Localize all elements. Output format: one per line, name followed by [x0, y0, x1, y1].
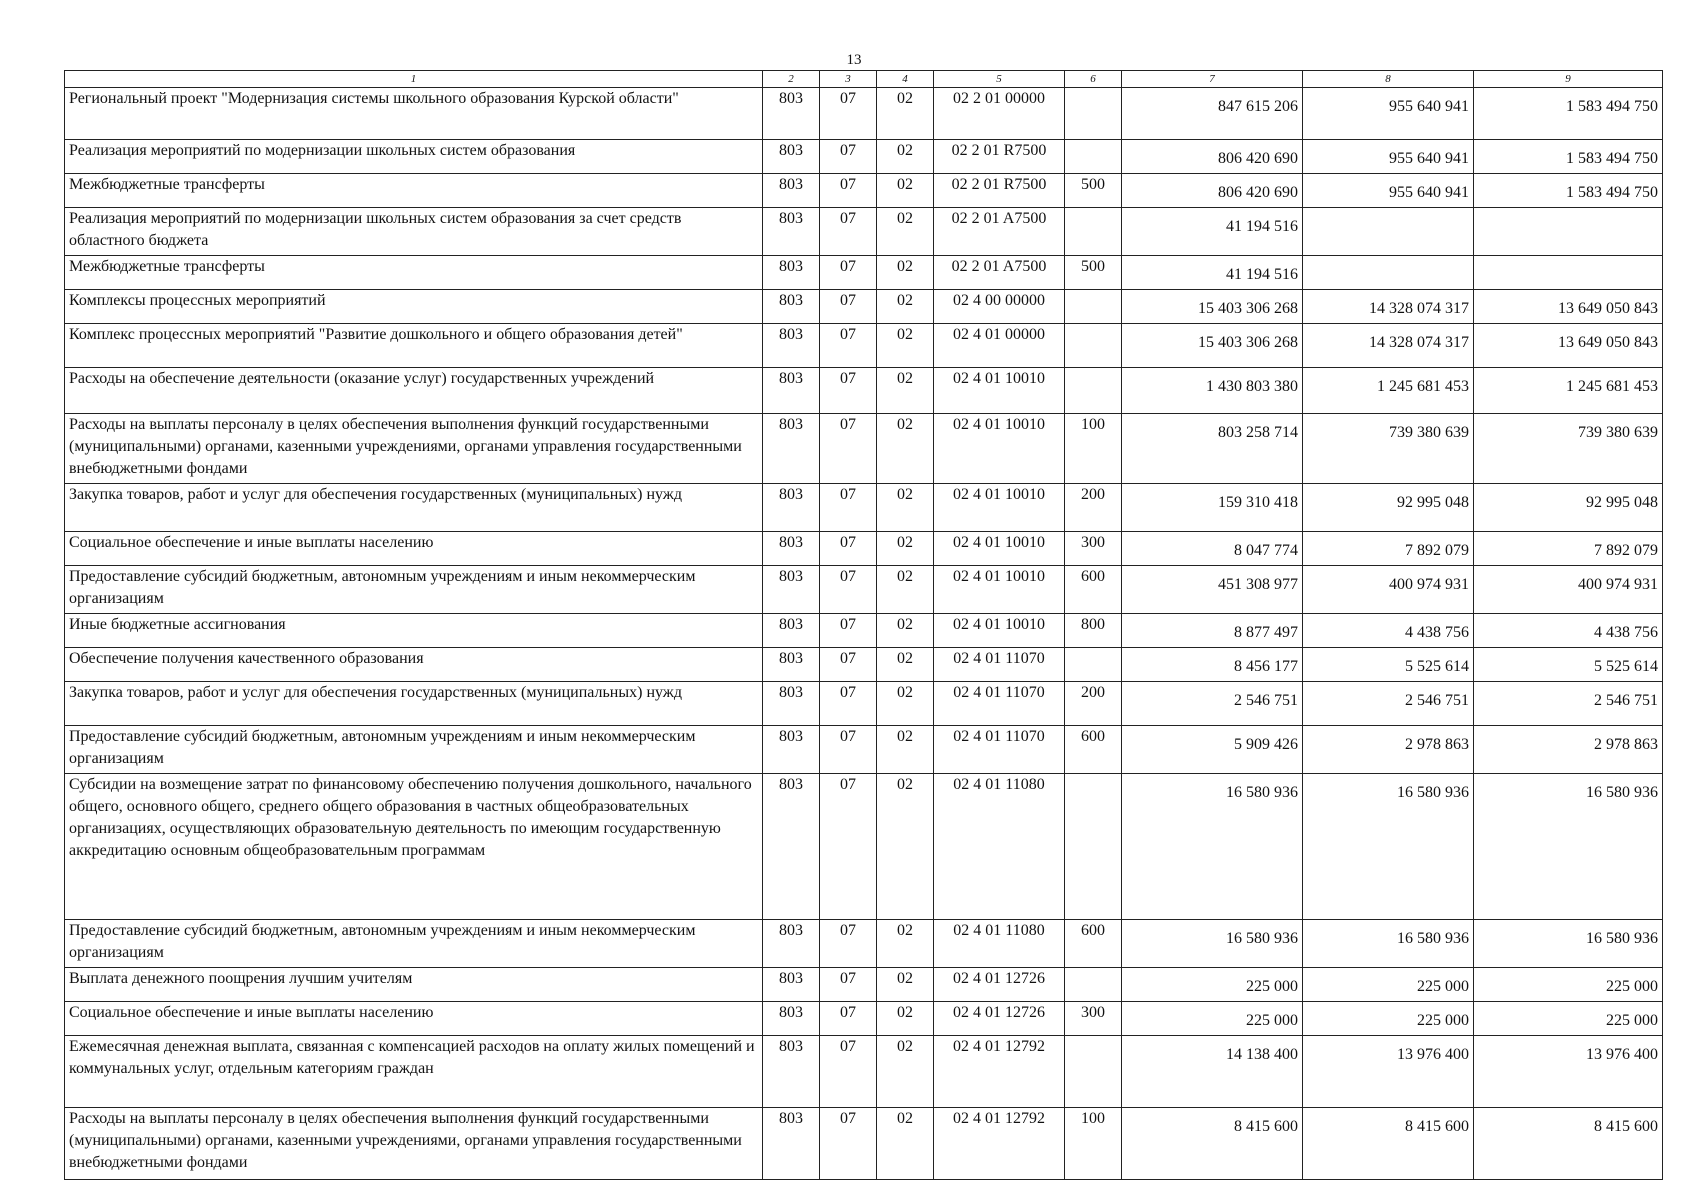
section-code-cell: 07 [820, 324, 877, 368]
target-article-cell: 02 4 01 00000 [934, 324, 1065, 368]
table-row [65, 140, 1663, 174]
expense-type-cell: 300 [1065, 532, 1122, 566]
amount-col9-cell: 13 649 050 843 [1474, 324, 1663, 368]
header-cell: 8 [1303, 71, 1474, 88]
subsection-code-cell: 02 [877, 1108, 934, 1180]
subsection-code-cell: 02 [877, 968, 934, 1002]
target-article-cell: 02 4 01 11080 [934, 920, 1065, 968]
expense-type-cell [1065, 968, 1122, 1002]
expense-type-cell: 200 [1065, 682, 1122, 726]
target-article-cell: 02 4 01 10010 [934, 414, 1065, 484]
subsection-code-cell: 02 [877, 532, 934, 566]
expense-type-cell: 200 [1065, 484, 1122, 532]
grbs-code-cell: 803 [763, 1108, 820, 1180]
amount-col7-cell: 225 000 [1122, 968, 1303, 1002]
subsection-code-cell: 02 [877, 414, 934, 484]
header-cell: 2 [763, 71, 820, 88]
section-code-cell: 07 [820, 88, 877, 140]
subsection-code-cell: 02 [877, 88, 934, 140]
section-code-cell: 07 [820, 174, 877, 208]
grbs-code-cell: 803 [763, 1036, 820, 1108]
column-number-header [65, 71, 1663, 88]
table-row [65, 726, 1663, 774]
expense-type-cell [1065, 1036, 1122, 1108]
target-article-cell: 02 4 01 10010 [934, 368, 1065, 414]
header-cell: 9 [1474, 71, 1663, 88]
subsection-code-cell: 02 [877, 774, 934, 920]
table-row [65, 290, 1663, 324]
subsection-code-cell: 02 [877, 368, 934, 414]
amount-col7-cell: 8 877 497 [1122, 614, 1303, 648]
expense-type-cell: 600 [1065, 566, 1122, 614]
target-article-cell: 02 4 01 12726 [934, 1002, 1065, 1036]
row-name-cell: Выплата денежного поощрения лучшим учителям [65, 968, 763, 1002]
amount-col7-cell: 8 415 600 [1122, 1108, 1303, 1180]
grbs-code-cell: 803 [763, 88, 820, 140]
amount-col7-cell: 16 580 936 [1122, 920, 1303, 968]
row-name-cell: Предоставление субсидий бюджетным, автономным учреждениям и иным некоммерческим организациям [65, 726, 763, 774]
section-code-cell: 07 [820, 726, 877, 774]
subsection-code-cell: 02 [877, 1002, 934, 1036]
target-article-cell: 02 4 01 12792 [934, 1108, 1065, 1180]
amount-col7-cell: 15 403 306 268 [1122, 324, 1303, 368]
header-cell: 6 [1065, 71, 1122, 88]
grbs-code-cell: 803 [763, 566, 820, 614]
target-article-cell: 02 4 01 11070 [934, 726, 1065, 774]
target-article-cell: 02 4 01 12726 [934, 968, 1065, 1002]
table-row [65, 566, 1663, 614]
amount-col9-cell: 92 995 048 [1474, 484, 1663, 532]
target-article-cell: 02 2 01 A7500 [934, 208, 1065, 256]
expense-type-cell [1065, 88, 1122, 140]
row-name-cell: Закупка товаров, работ и услуг для обеспечения государственных (муниципальных) нужд [65, 484, 763, 532]
amount-col7-cell: 2 546 751 [1122, 682, 1303, 726]
section-code-cell: 07 [820, 1108, 877, 1180]
target-article-cell: 02 4 01 10010 [934, 532, 1065, 566]
amount-col8-cell: 13 976 400 [1303, 1036, 1474, 1108]
row-name-cell: Иные бюджетные ассигнования [65, 614, 763, 648]
grbs-code-cell: 803 [763, 726, 820, 774]
subsection-code-cell: 02 [877, 290, 934, 324]
amount-col8-cell: 225 000 [1303, 1002, 1474, 1036]
amount-col8-cell [1303, 208, 1474, 256]
amount-col9-cell: 739 380 639 [1474, 414, 1663, 484]
section-code-cell: 07 [820, 774, 877, 920]
header-cell: 7 [1122, 71, 1303, 88]
amount-col9-cell: 1 583 494 750 [1474, 140, 1663, 174]
amount-col8-cell: 4 438 756 [1303, 614, 1474, 648]
amount-col7-cell: 806 420 690 [1122, 140, 1303, 174]
subsection-code-cell: 02 [877, 256, 934, 290]
row-name-cell: Расходы на выплаты персоналу в целях обеспечения выполнения функций государственными (муниципальными) органами, казенными учреждениями, органами управления государственными внебюджетными фондами [65, 1108, 763, 1180]
amount-col8-cell: 2 546 751 [1303, 682, 1474, 726]
grbs-code-cell: 803 [763, 532, 820, 566]
row-name-cell: Предоставление субсидий бюджетным, автономным учреждениям и иным некоммерческим организациям [65, 920, 763, 968]
expense-type-cell: 600 [1065, 726, 1122, 774]
target-article-cell: 02 4 01 10010 [934, 614, 1065, 648]
amount-col8-cell: 955 640 941 [1303, 174, 1474, 208]
amount-col9-cell: 8 415 600 [1474, 1108, 1663, 1180]
amount-col9-cell [1474, 208, 1663, 256]
section-code-cell: 07 [820, 368, 877, 414]
amount-col7-cell: 41 194 516 [1122, 256, 1303, 290]
section-code-cell: 07 [820, 648, 877, 682]
subsection-code-cell: 02 [877, 1036, 934, 1108]
grbs-code-cell: 803 [763, 1002, 820, 1036]
target-article-cell: 02 4 01 11070 [934, 682, 1065, 726]
amount-col7-cell: 451 308 977 [1122, 566, 1303, 614]
amount-col7-cell: 41 194 516 [1122, 208, 1303, 256]
expense-type-cell [1065, 648, 1122, 682]
target-article-cell: 02 4 01 11070 [934, 648, 1065, 682]
amount-col8-cell: 955 640 941 [1303, 88, 1474, 140]
expense-type-cell [1065, 324, 1122, 368]
section-code-cell: 07 [820, 208, 877, 256]
grbs-code-cell: 803 [763, 174, 820, 208]
amount-col8-cell: 16 580 936 [1303, 920, 1474, 968]
expense-type-cell [1065, 208, 1122, 256]
row-name-cell: Межбюджетные трансферты [65, 256, 763, 290]
expense-type-cell [1065, 140, 1122, 174]
table-row [65, 174, 1663, 208]
amount-col7-cell: 806 420 690 [1122, 174, 1303, 208]
table-row [65, 414, 1663, 484]
target-article-cell: 02 4 00 00000 [934, 290, 1065, 324]
table-row [65, 682, 1663, 726]
amount-col7-cell: 803 258 714 [1122, 414, 1303, 484]
amount-col9-cell: 7 892 079 [1474, 532, 1663, 566]
amount-col8-cell: 955 640 941 [1303, 140, 1474, 174]
subsection-code-cell: 02 [877, 566, 934, 614]
amount-col8-cell: 14 328 074 317 [1303, 324, 1474, 368]
amount-col7-cell: 225 000 [1122, 1002, 1303, 1036]
table-row [65, 1108, 1663, 1180]
grbs-code-cell: 803 [763, 774, 820, 920]
grbs-code-cell: 803 [763, 682, 820, 726]
expense-type-cell: 500 [1065, 256, 1122, 290]
expense-type-cell [1065, 368, 1122, 414]
grbs-code-cell: 803 [763, 920, 820, 968]
amount-col7-cell: 1 430 803 380 [1122, 368, 1303, 414]
amount-col9-cell: 400 974 931 [1474, 566, 1663, 614]
row-name-cell: Ежемесячная денежная выплата, связанная с компенсацией расходов на оплату жилых помещений и коммунальных услуг, отдельным категориям граждан [65, 1036, 763, 1108]
amount-col9-cell [1474, 256, 1663, 290]
grbs-code-cell: 803 [763, 256, 820, 290]
target-article-cell: 02 2 01 R7500 [934, 174, 1065, 208]
table-row [65, 1036, 1663, 1108]
amount-col7-cell: 847 615 206 [1122, 88, 1303, 140]
amount-col8-cell: 5 525 614 [1303, 648, 1474, 682]
budget-table [64, 70, 1663, 1180]
grbs-code-cell: 803 [763, 290, 820, 324]
expense-type-cell: 300 [1065, 1002, 1122, 1036]
section-code-cell: 07 [820, 682, 877, 726]
row-name-cell: Социальное обеспечение и иные выплаты населению [65, 532, 763, 566]
subsection-code-cell: 02 [877, 648, 934, 682]
expense-type-cell: 100 [1065, 1108, 1122, 1180]
target-article-cell: 02 2 01 00000 [934, 88, 1065, 140]
amount-col8-cell: 225 000 [1303, 968, 1474, 1002]
amount-col8-cell: 16 580 936 [1303, 774, 1474, 920]
target-article-cell: 02 2 01 R7500 [934, 140, 1065, 174]
subsection-code-cell: 02 [877, 174, 934, 208]
amount-col8-cell: 7 892 079 [1303, 532, 1474, 566]
row-name-cell: Обеспечение получения качественного образования [65, 648, 763, 682]
section-code-cell: 07 [820, 920, 877, 968]
table-row [65, 774, 1663, 920]
table-row [65, 208, 1663, 256]
amount-col8-cell: 1 245 681 453 [1303, 368, 1474, 414]
row-name-cell: Субсидии на возмещение затрат по финансовому обеспечению получения дошкольного, начального общего, основного общего, среднего общего образования в частных общеобразовательных организациях, осуществляющих образовательную деятельность по имеющим государственную аккредитацию основным общеобразовательным программам [65, 774, 763, 920]
target-article-cell: 02 4 01 12792 [934, 1036, 1065, 1108]
table-row [65, 1002, 1663, 1036]
target-article-cell: 02 4 01 10010 [934, 566, 1065, 614]
grbs-code-cell: 803 [763, 614, 820, 648]
subsection-code-cell: 02 [877, 726, 934, 774]
row-name-cell: Предоставление субсидий бюджетным, автономным учреждениям и иным некоммерческим организациям [65, 566, 763, 614]
target-article-cell: 02 4 01 10010 [934, 484, 1065, 532]
amount-col8-cell: 92 995 048 [1303, 484, 1474, 532]
header-cell: 4 [877, 71, 934, 88]
table-row [65, 256, 1663, 290]
section-code-cell: 07 [820, 1036, 877, 1108]
section-code-cell: 07 [820, 414, 877, 484]
table-row [65, 88, 1663, 140]
subsection-code-cell: 02 [877, 682, 934, 726]
amount-col7-cell: 5 909 426 [1122, 726, 1303, 774]
grbs-code-cell: 803 [763, 368, 820, 414]
subsection-code-cell: 02 [877, 208, 934, 256]
subsection-code-cell: 02 [877, 484, 934, 532]
grbs-code-cell: 803 [763, 414, 820, 484]
amount-col9-cell: 13 976 400 [1474, 1036, 1663, 1108]
expense-type-cell: 600 [1065, 920, 1122, 968]
amount-col9-cell: 2 546 751 [1474, 682, 1663, 726]
expense-type-cell [1065, 774, 1122, 920]
grbs-code-cell: 803 [763, 140, 820, 174]
subsection-code-cell: 02 [877, 324, 934, 368]
subsection-code-cell: 02 [877, 920, 934, 968]
table-row [65, 614, 1663, 648]
subsection-code-cell: 02 [877, 140, 934, 174]
amount-col9-cell: 225 000 [1474, 968, 1663, 1002]
section-code-cell: 07 [820, 1002, 877, 1036]
target-article-cell: 02 4 01 11080 [934, 774, 1065, 920]
section-code-cell: 07 [820, 484, 877, 532]
subsection-code-cell: 02 [877, 614, 934, 648]
grbs-code-cell: 803 [763, 324, 820, 368]
expense-type-cell: 100 [1065, 414, 1122, 484]
amount-col8-cell: 2 978 863 [1303, 726, 1474, 774]
amount-col9-cell: 13 649 050 843 [1474, 290, 1663, 324]
target-article-cell: 02 2 01 A7500 [934, 256, 1065, 290]
amount-col7-cell: 15 403 306 268 [1122, 290, 1303, 324]
page-number: 13 [846, 52, 862, 68]
row-name-cell: Социальное обеспечение и иные выплаты населению [65, 1002, 763, 1036]
amount-col7-cell: 8 047 774 [1122, 532, 1303, 566]
section-code-cell: 07 [820, 290, 877, 324]
grbs-code-cell: 803 [763, 208, 820, 256]
row-name-cell: Закупка товаров, работ и услуг для обеспечения государственных (муниципальных) нужд [65, 682, 763, 726]
amount-col8-cell: 14 328 074 317 [1303, 290, 1474, 324]
amount-col8-cell: 400 974 931 [1303, 566, 1474, 614]
amount-col7-cell: 159 310 418 [1122, 484, 1303, 532]
table-row [65, 484, 1663, 532]
amount-col9-cell: 4 438 756 [1474, 614, 1663, 648]
header-cell: 5 [934, 71, 1065, 88]
amount-col7-cell: 16 580 936 [1122, 774, 1303, 920]
row-name-cell: Межбюджетные трансферты [65, 174, 763, 208]
amount-col9-cell: 1 583 494 750 [1474, 88, 1663, 140]
amount-col7-cell: 14 138 400 [1122, 1036, 1303, 1108]
section-code-cell: 07 [820, 566, 877, 614]
amount-col9-cell: 5 525 614 [1474, 648, 1663, 682]
table-row [65, 648, 1663, 682]
amount-col8-cell: 739 380 639 [1303, 414, 1474, 484]
amount-col9-cell: 16 580 936 [1474, 774, 1663, 920]
section-code-cell: 07 [820, 968, 877, 1002]
amount-col9-cell: 1 245 681 453 [1474, 368, 1663, 414]
grbs-code-cell: 803 [763, 648, 820, 682]
section-code-cell: 07 [820, 532, 877, 566]
header-cell: 1 [65, 71, 763, 88]
expense-type-cell [1065, 290, 1122, 324]
row-name-cell: Расходы на обеспечение деятельности (оказание услуг) государственных учреждений [65, 368, 763, 414]
table-row [65, 968, 1663, 1002]
table-row [65, 920, 1663, 968]
amount-col9-cell: 1 583 494 750 [1474, 174, 1663, 208]
amount-col7-cell: 8 456 177 [1122, 648, 1303, 682]
table-row [65, 532, 1663, 566]
amount-col9-cell: 225 000 [1474, 1002, 1663, 1036]
section-code-cell: 07 [820, 614, 877, 648]
grbs-code-cell: 803 [763, 968, 820, 1002]
table-row [65, 368, 1663, 414]
grbs-code-cell: 803 [763, 484, 820, 532]
amount-col9-cell: 16 580 936 [1474, 920, 1663, 968]
row-name-cell: Реализация мероприятий по модернизации школьных систем образования [65, 140, 763, 174]
row-name-cell: Расходы на выплаты персоналу в целях обеспечения выполнения функций государственными (муниципальными) органами, казенными учреждениями, органами управления государственными внебюджетными фондами [65, 414, 763, 484]
row-name-cell: Реализация мероприятий по модернизации школьных систем образования за счет средств областного бюджета [65, 208, 763, 256]
header-cell: 3 [820, 71, 877, 88]
section-code-cell: 07 [820, 140, 877, 174]
table-row [65, 324, 1663, 368]
section-code-cell: 07 [820, 256, 877, 290]
row-name-cell: Комплекс процессных мероприятий "Развитие дошкольного и общего образования детей" [65, 324, 763, 368]
amount-col8-cell [1303, 256, 1474, 290]
expense-type-cell: 800 [1065, 614, 1122, 648]
expense-type-cell: 500 [1065, 174, 1122, 208]
amount-col8-cell: 8 415 600 [1303, 1108, 1474, 1180]
row-name-cell: Комплексы процессных мероприятий [65, 290, 763, 324]
row-name-cell: Региональный проект "Модернизация системы школьного образования Курской области" [65, 88, 763, 140]
amount-col9-cell: 2 978 863 [1474, 726, 1663, 774]
